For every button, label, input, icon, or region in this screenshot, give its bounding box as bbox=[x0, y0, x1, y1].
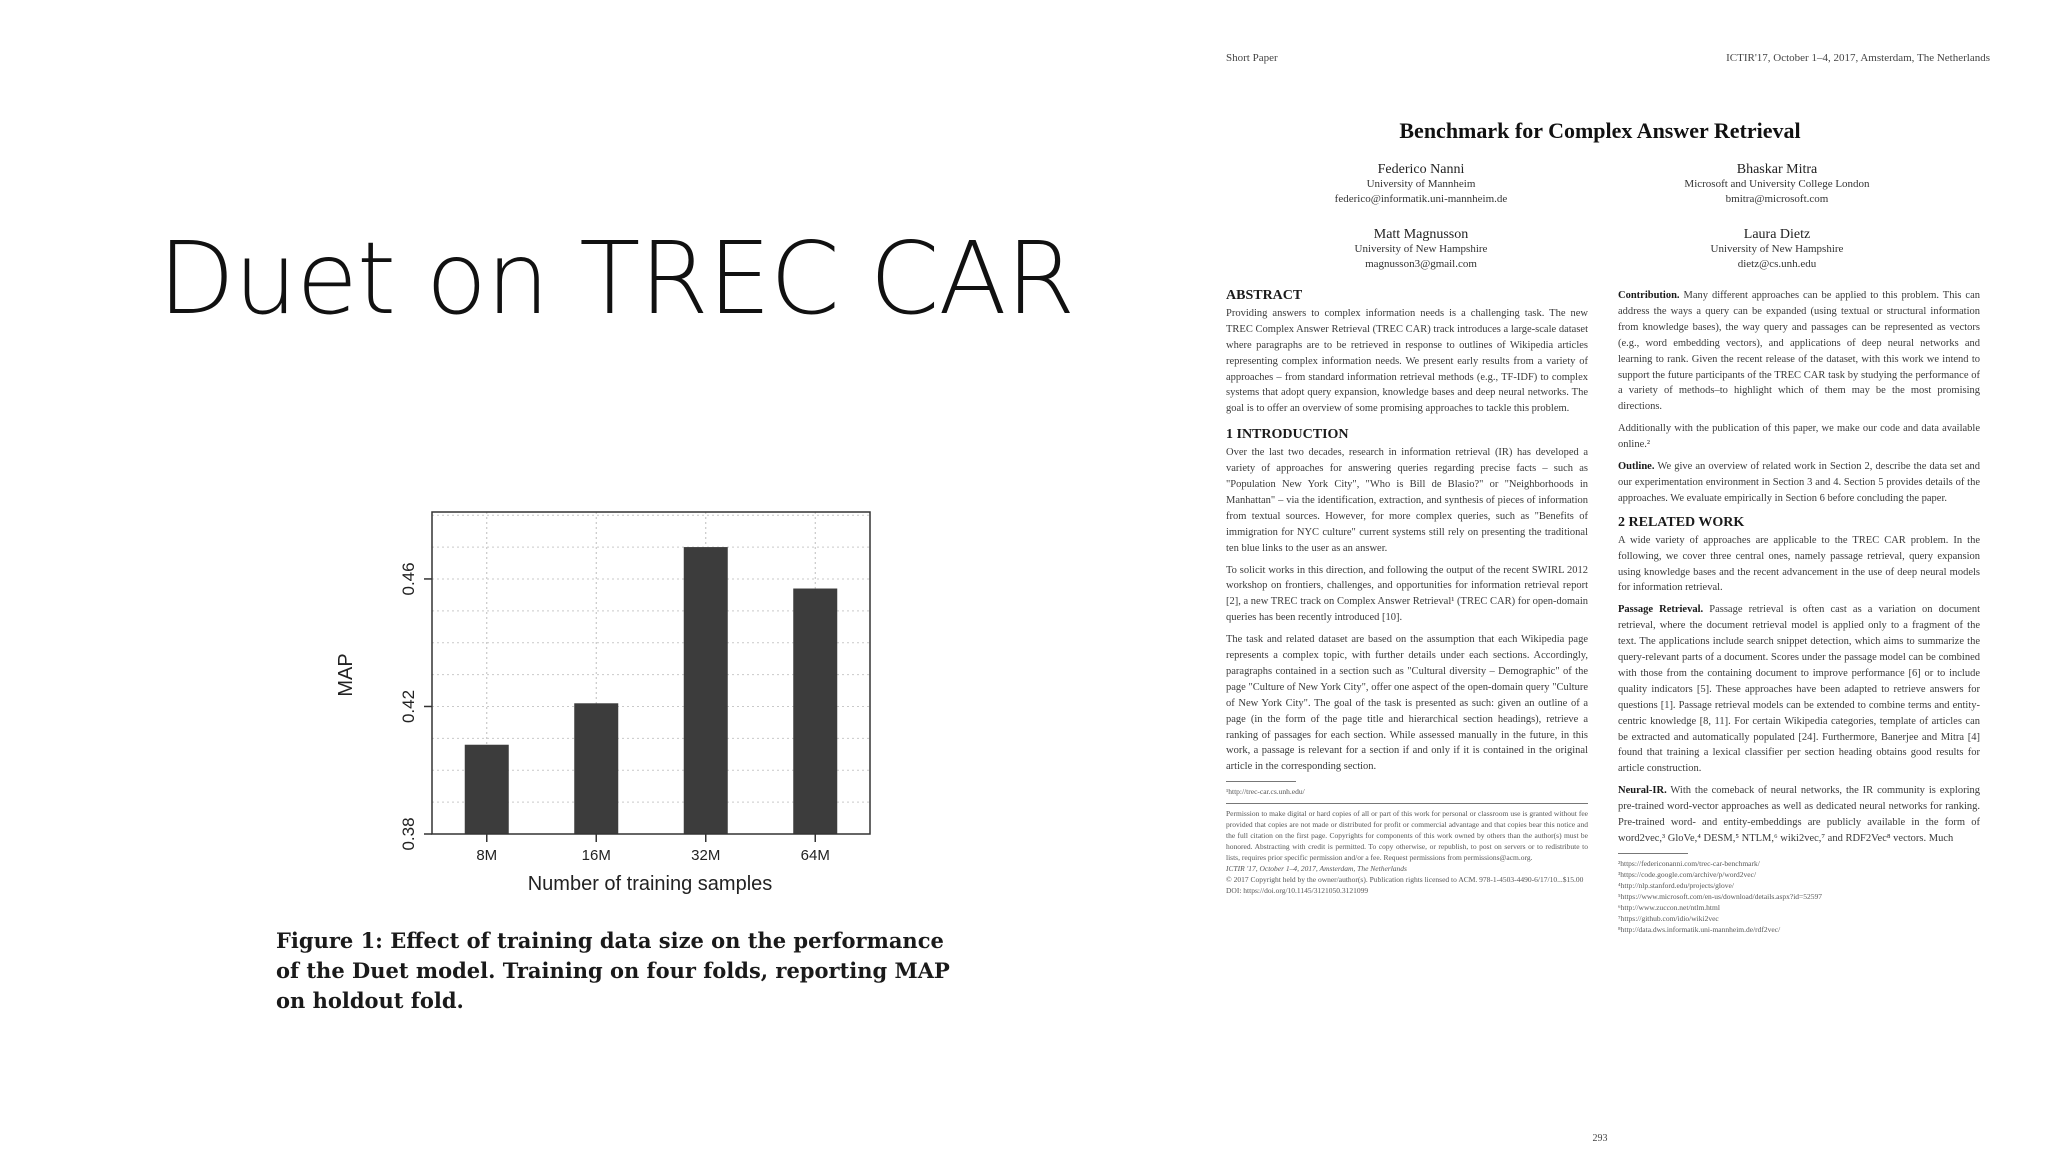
author-name: Federico Nanni bbox=[1377, 162, 1465, 177]
author-email: federico@informatik.uni-mannheim.de bbox=[1334, 193, 1508, 205]
doi-line: DOI: https://doi.org/10.1145/3121050.3121099 bbox=[1226, 886, 1369, 896]
author-block bbox=[1612, 227, 1942, 272]
author-email: bmitra@microsoft.com bbox=[1725, 193, 1829, 205]
author-block bbox=[1256, 162, 1586, 207]
map-bar-chart bbox=[320, 490, 900, 910]
passage-retrieval-paragraph: Passage Retrieval. Passage retrieval is often cast as a variation on document retrieval, where the document retrieval model is applied only to a fragment of the text. The applications include search snippet detection, which aims to summarize the query-relevant parts of a document. Scores under the passage model can be combined with those from the containing document to improve performance [6] or to include quality indicators [5]. These approaches have been adapted to retrieve answers for questions [1]. Passage retrieval models can be extended to combine terms and entity-centric knowledge [8, 11]. For certain Wikipedia categories, template of articles can be extracted and automatically populated [24]. Furthermore, Banerjee and Mitra [4] found that training a lexical classifier per section heading obtains good results for article construction. bbox=[1618, 604, 1980, 775]
intro-paragraph: To solicit works in this direction, and following the output of the recent SWIRL 2012 workshop on frontiers, challenges, and opportunities for information retrieval report [2], a new TREC track on Complex Answer Retrieval¹ (TREC CAR) for open-domain queries has been recently introduced [10]. bbox=[1226, 564, 1588, 624]
run-in-heading: Passage Retrieval. bbox=[1618, 604, 1704, 616]
related-work-heading: 2 RELATED WORK bbox=[1618, 514, 1745, 530]
paper-header-left: Short Paper bbox=[1226, 52, 1278, 64]
contribution-paragraph: Contribution. Many different approaches can be applied to this problem. This can address the ways a query can be expanded (using textual or structural information from knowledge bases), the way query and passages can be represented as vectors (e.g., word embedding vectors), and applications of deep neural networks and learning to rank. Given the recent release of the dataset, with this work we intend to support the future participants of the TREC CAR task by studying the performance of a variety of methods–to highlight which of them may be the most promising directions. bbox=[1618, 290, 1980, 413]
author-affiliation: University of New Hampshire bbox=[1354, 243, 1488, 255]
paper-left-column bbox=[1226, 288, 1588, 896]
footnote-rule bbox=[1618, 853, 1688, 854]
y-axis-label: MAP bbox=[335, 653, 357, 697]
author-email: magnusson3@gmail.com bbox=[1365, 258, 1477, 270]
paper-page bbox=[1210, 40, 1990, 1152]
footnote: ¹http://trec-car.cs.unh.edu/ bbox=[1226, 787, 1305, 797]
footnote-list bbox=[1618, 858, 1980, 935]
footnote: ⁷https://github.com/idio/wiki2vec bbox=[1618, 913, 1719, 923]
contribution-paragraph: Additionally with the publication of this paper, we make our code and data available online.² bbox=[1618, 423, 1980, 451]
paper-header-right: ICTIR'17, October 1–4, 2017, Amsterdam, The Netherlands bbox=[1726, 52, 1990, 64]
abstract-text: Providing answers to complex information needs is a challenging task. The new TREC Complex Answer Retrieval (TREC CAR) track introduces a large-scale dataset where paragraphs are to be retrieved in response to outlines of Wikipedia articles representing complex information needs. We present early results from a variety of approaches – from standard information retrieval methods (e.g., TF-IDF) to complex systems that adopt query expansion, knowledge bases and deep neural networks. The goal is to offer an overview of some promising approaches to tackle this problem. bbox=[1226, 307, 1588, 415]
introduction-heading: 1 INTRODUCTION bbox=[1226, 427, 1349, 443]
outline-paragraph: Outline. We give an overview of related work in Section 2, describe the data set and our experimentation environment in Section 3 and 4. Section 5 provides details of the approaches. We evaluate empirically in Section 6 before concluding the paper. bbox=[1618, 461, 1980, 504]
y-tick-label: 0.38 bbox=[399, 817, 418, 851]
page-number: 293 bbox=[1592, 1133, 1608, 1144]
author-block bbox=[1612, 162, 1942, 207]
author-name: Matt Magnusson bbox=[1373, 227, 1469, 242]
y-tick-label: 0.46 bbox=[399, 562, 418, 596]
footnote: ⁶http://www.zuccon.net/ntlm.html bbox=[1618, 902, 1720, 912]
bar bbox=[574, 703, 618, 834]
x-ticks bbox=[476, 834, 830, 864]
paper-title: Benchmark for Complex Answer Retrieval bbox=[1399, 118, 1801, 143]
author-name: Bhaskar Mitra bbox=[1736, 162, 1818, 177]
author-affiliation: University of New Hampshire bbox=[1710, 243, 1844, 255]
slide-title: Duet on TREC CAR bbox=[158, 220, 1075, 337]
permission-notice: Permission to make digital or hard copies of all or part of this work for personal or classroom use is granted without fee provided that copies are not made or distributed for profit or commercial advantage and that copies bear this notice and the full citation on the first page. Copyrights for components of this work owned by others than the author(s) must be honored. Abstracting with credit is permitted. To copy otherwise, or republish, to post on servers or to redistribute to lists, requires prior specific permission and/or a fee. Request permissions from permissions@acm.org. bbox=[1226, 809, 1588, 863]
copyright-line: © 2017 Copyright held by the owner/author(s). Publication rights licensed to ACM. 978-1-4503-4490-6/17/10...$15.00 bbox=[1226, 875, 1584, 885]
neural-ir-paragraph: Neural-IR. With the comeback of neural networks, the IR community is exploring pre-trained word-vector approaches as well as dedicated neural networks for ranking. Pre-trained word- and entity-embeddings are publicly available in the form of word2vec,³ GloVe,⁴ DESM,⁵ NTLM,⁶ wiki2vec,⁷ and RDF2Vec⁸ vectors. Much bbox=[1618, 785, 1980, 844]
paper-right-column bbox=[1618, 288, 1980, 935]
figure-caption: Figure 1: Effect of training data size on the performance of the Duet model. Training on four folds, reporting MAP on holdout fold. bbox=[276, 928, 950, 1013]
bar bbox=[793, 589, 837, 834]
x-tick-label: 32M bbox=[691, 847, 721, 864]
author-name: Laura Dietz bbox=[1743, 227, 1811, 242]
author-affiliation: University of Mannheim bbox=[1366, 178, 1476, 190]
footnote: ³https://code.google.com/archive/p/word2vec/ bbox=[1618, 869, 1757, 879]
intro-paragraph: The task and related dataset are based on the assumption that each Wikipedia page represents a complex topic, with further details under each sections. Accordingly, paragraphs contained in a section such as "Cultural diversity – Demographic" of the page "Culture of New York City", offer one aspect of the open-domain query "Culture of New York City". The goal of the task is presented as such: given an outline of a page (in the form of the page title and hierarchical section headings), retrieve a ranking of passages for each section. While assessed manually in the future, in this work, a passage is relevant for a section if and only if it is contained in the original article in the corresponding section. bbox=[1226, 634, 1588, 773]
x-tick-label: 8M bbox=[476, 847, 498, 864]
venue-line: ICTIR '17, October 1–4, 2017, Amsterdam, The Netherlands bbox=[1226, 864, 1407, 874]
intro-paragraph: Over the last two decades, research in information retrieval (IR) has developed a variety of approaches for answering queries regarding precise facts – such as "Population New York City", "Who is Bill de Blasio?" or "Neighborhoods in Manhattan" – via the identification, extraction, and synthesis of pieces of information from textual sources. However, for more complex queries, such as "Benefits of immigration for NYC culture" current systems still rely on presenting the traditional ten blue links to the user as an answer. bbox=[1226, 447, 1588, 554]
footnote: ⁴http://nlp.stanford.edu/projects/glove/ bbox=[1618, 880, 1734, 890]
x-tick-label: 64M bbox=[800, 847, 830, 864]
y-tick-label: 0.42 bbox=[399, 689, 418, 724]
author-email: dietz@cs.unh.edu bbox=[1737, 258, 1817, 270]
footnote: ⁸http://data.dws.informatik.uni-mannheim.de/rdf2vec/ bbox=[1618, 924, 1781, 934]
related-paragraph: A wide variety of approaches are applicable to the TREC CAR problem. In the following, we cover three central ones, namely passage retrieval, query expansion using knowledge bases and the recent advancement in the use of deep neural models for information retrieval. bbox=[1618, 534, 1980, 594]
x-tick-label: 16M bbox=[581, 847, 611, 864]
abstract-heading: ABSTRACT bbox=[1226, 288, 1303, 303]
permission-rule bbox=[1226, 803, 1588, 804]
run-in-heading: Contribution. bbox=[1618, 290, 1680, 301]
footnote: ⁵https://www.microsoft.com/en-us/download/details.aspx?id=52597 bbox=[1618, 891, 1823, 901]
x-axis-label: Number of training samples bbox=[527, 873, 773, 895]
y-ticks bbox=[399, 562, 432, 850]
run-in-heading: Neural-IR. bbox=[1618, 785, 1667, 797]
author-affiliation: Microsoft and University College London bbox=[1684, 178, 1870, 190]
author-block bbox=[1256, 227, 1586, 272]
bar bbox=[465, 745, 509, 834]
footnote-rule bbox=[1226, 781, 1296, 782]
run-in-heading: Outline. bbox=[1618, 461, 1655, 473]
footnote: ²https://federiconanni.com/trec-car-benchmark/ bbox=[1618, 858, 1760, 868]
bar bbox=[684, 547, 728, 834]
chart-bars bbox=[465, 547, 838, 834]
